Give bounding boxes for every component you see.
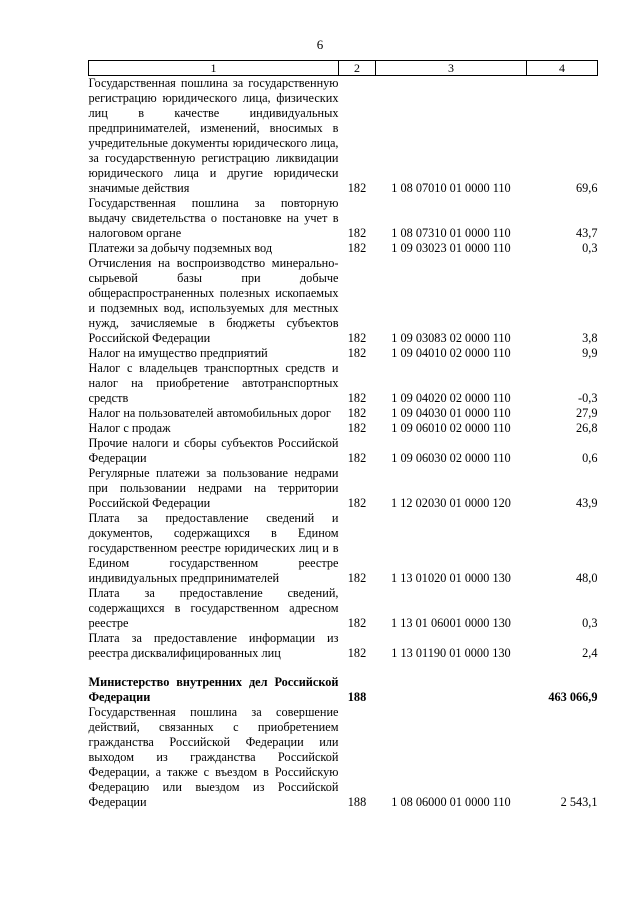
- row-admin-code: 182: [347, 391, 367, 405]
- row-admin-code: 182: [347, 496, 367, 510]
- revenue-table: [88, 60, 598, 810]
- row-amount: 0,3: [582, 616, 598, 630]
- row-budget-code: 1 09 04010 02 0000 110: [391, 346, 511, 360]
- row-admin-code: 182: [347, 616, 367, 630]
- table-row: [89, 241, 598, 256]
- row-description: Плата за предоставление сведений и документов, содержащихся в Едином государственном реестре юридических лиц и в Едином государственном реестре индивидуальных предпринимателей: [88, 511, 339, 585]
- row-admin-code: 182: [347, 421, 367, 435]
- row-amount: 2,4: [582, 646, 598, 660]
- column-header-4: 4: [527, 61, 598, 76]
- row-budget-code: 1 09 04030 01 0000 110: [391, 406, 511, 420]
- row-description: Министерство внутренних дел Российской Федерации: [88, 675, 339, 704]
- row-budget-code: 1 09 04020 02 0000 110: [391, 391, 511, 405]
- column-header-2: 2: [339, 61, 376, 76]
- table-header: [89, 61, 598, 76]
- row-budget-code: 1 13 01020 01 0000 130: [391, 571, 511, 585]
- row-budget-code: 1 08 06000 01 0000 110: [391, 795, 511, 809]
- row-amount: 26,8: [575, 421, 598, 435]
- row-admin-code: 182: [347, 406, 367, 420]
- row-description: Налог на пользователей автомобильных дорог: [88, 406, 331, 420]
- row-budget-code: 1 08 07310 01 0000 110: [391, 226, 511, 240]
- row-budget-code: 1 09 06010 02 0000 110: [391, 421, 511, 435]
- table-row: [89, 76, 598, 197]
- row-amount: 0,6: [582, 451, 598, 465]
- table-row: [89, 436, 598, 466]
- row-admin-code: 182: [347, 331, 367, 345]
- row-amount: 43,9: [575, 496, 598, 510]
- row-budget-code: 1 09 03083 02 0000 110: [391, 331, 511, 345]
- table-row: [89, 466, 598, 511]
- row-amount: 0,3: [582, 241, 598, 255]
- row-admin-code: 182: [347, 181, 367, 195]
- row-admin-code: 182: [347, 646, 367, 660]
- row-description: Государственная пошлина за повторную выдачу свидетельства о постановке на учет в налоговом органе: [88, 196, 339, 240]
- table-spacer-row: [89, 661, 598, 675]
- row-description: Плата за предоставление сведений, содержащихся в государственном адресном реестре: [88, 586, 339, 630]
- row-amount: 48,0: [575, 571, 598, 585]
- row-admin-code: 182: [347, 241, 367, 255]
- row-admin-code: 188: [347, 795, 367, 809]
- row-description: Регулярные платежи за пользование недрами при пользовании недрами на территории Российской Федерации: [88, 466, 339, 510]
- row-amount: -0,3: [578, 391, 598, 405]
- column-header-1: 1: [89, 61, 339, 76]
- row-admin-code: 188: [347, 690, 367, 704]
- row-admin-code: 182: [347, 571, 367, 585]
- row-description: Государственная пошлина за совершение действий, связанных с приобретением гражданства Российской Федерации или выходом из гражданства Российской Федерации, а также с въездом в Российскую Федерацию или выездом из Российской Федерации: [88, 705, 339, 809]
- row-budget-code: 1 13 01190 01 0000 130: [391, 646, 511, 660]
- row-budget-code: 1 12 02030 01 0000 120: [391, 496, 511, 510]
- table-row: [89, 631, 598, 661]
- row-description: Плата за предоставление информации из реестра дисквалифицированных лиц: [88, 631, 339, 660]
- row-amount: 9,9: [582, 346, 598, 360]
- row-admin-code: 182: [347, 226, 367, 240]
- row-amount: 3,8: [582, 331, 598, 345]
- column-header-3: 3: [376, 61, 527, 76]
- table-row: [89, 196, 598, 241]
- row-admin-code: 182: [347, 451, 367, 465]
- table-row: [89, 705, 598, 810]
- table-row: [89, 256, 598, 346]
- table-row: [89, 346, 598, 361]
- row-description: Платежи за добычу подземных вод: [88, 241, 273, 255]
- row-description: Налог на имущество предприятий: [88, 346, 268, 360]
- table-row: [89, 421, 598, 436]
- row-budget-code: 1 09 03023 01 0000 110: [391, 241, 511, 255]
- row-description: Отчисления на воспроизводство минерально-сырьевой базы при добыче общераспространенных полезных ископаемых и подземных вод, используемых для местных нужд, зачисляемые в бюджеты субъектов Российской Федерации: [88, 256, 339, 345]
- row-amount: 463 066,9: [548, 690, 598, 704]
- row-description: Государственная пошлина за государственную регистрацию юридического лица, физических лиц в качестве индивидуальных предпринимателей, изменений, вносимых в учредительные документы юридического лица, за государственную регистрацию ликвидации юридического лица и другие юридически значимые действия: [88, 76, 339, 195]
- spacer-cell: [89, 661, 598, 675]
- row-budget-code: 1 09 06030 02 0000 110: [391, 451, 511, 465]
- section-heading-row: [89, 675, 598, 705]
- page-number: 6: [316, 37, 324, 52]
- row-admin-code: 182: [347, 346, 367, 360]
- table-row: [89, 406, 598, 421]
- row-description: Налог с владельцев транспортных средств и налог на приобретение автотранспортных средств: [88, 361, 339, 405]
- row-amount: 43,7: [575, 226, 598, 240]
- table-row: [89, 511, 598, 586]
- table-row: [89, 586, 598, 631]
- table-row: [89, 361, 598, 406]
- table-body: [89, 76, 598, 811]
- row-amount: 69,6: [575, 181, 598, 195]
- row-amount: 27,9: [575, 406, 598, 420]
- row-budget-code: 1 08 07010 01 0000 110: [391, 181, 511, 195]
- row-budget-code: [376, 675, 527, 705]
- row-amount: 2 543,1: [560, 795, 598, 809]
- row-budget-code: 1 13 01 06001 0000 130: [391, 616, 511, 630]
- row-description: Налог с продаж: [88, 421, 171, 435]
- row-description: Прочие налоги и сборы субъектов Российской Федерации: [88, 436, 339, 465]
